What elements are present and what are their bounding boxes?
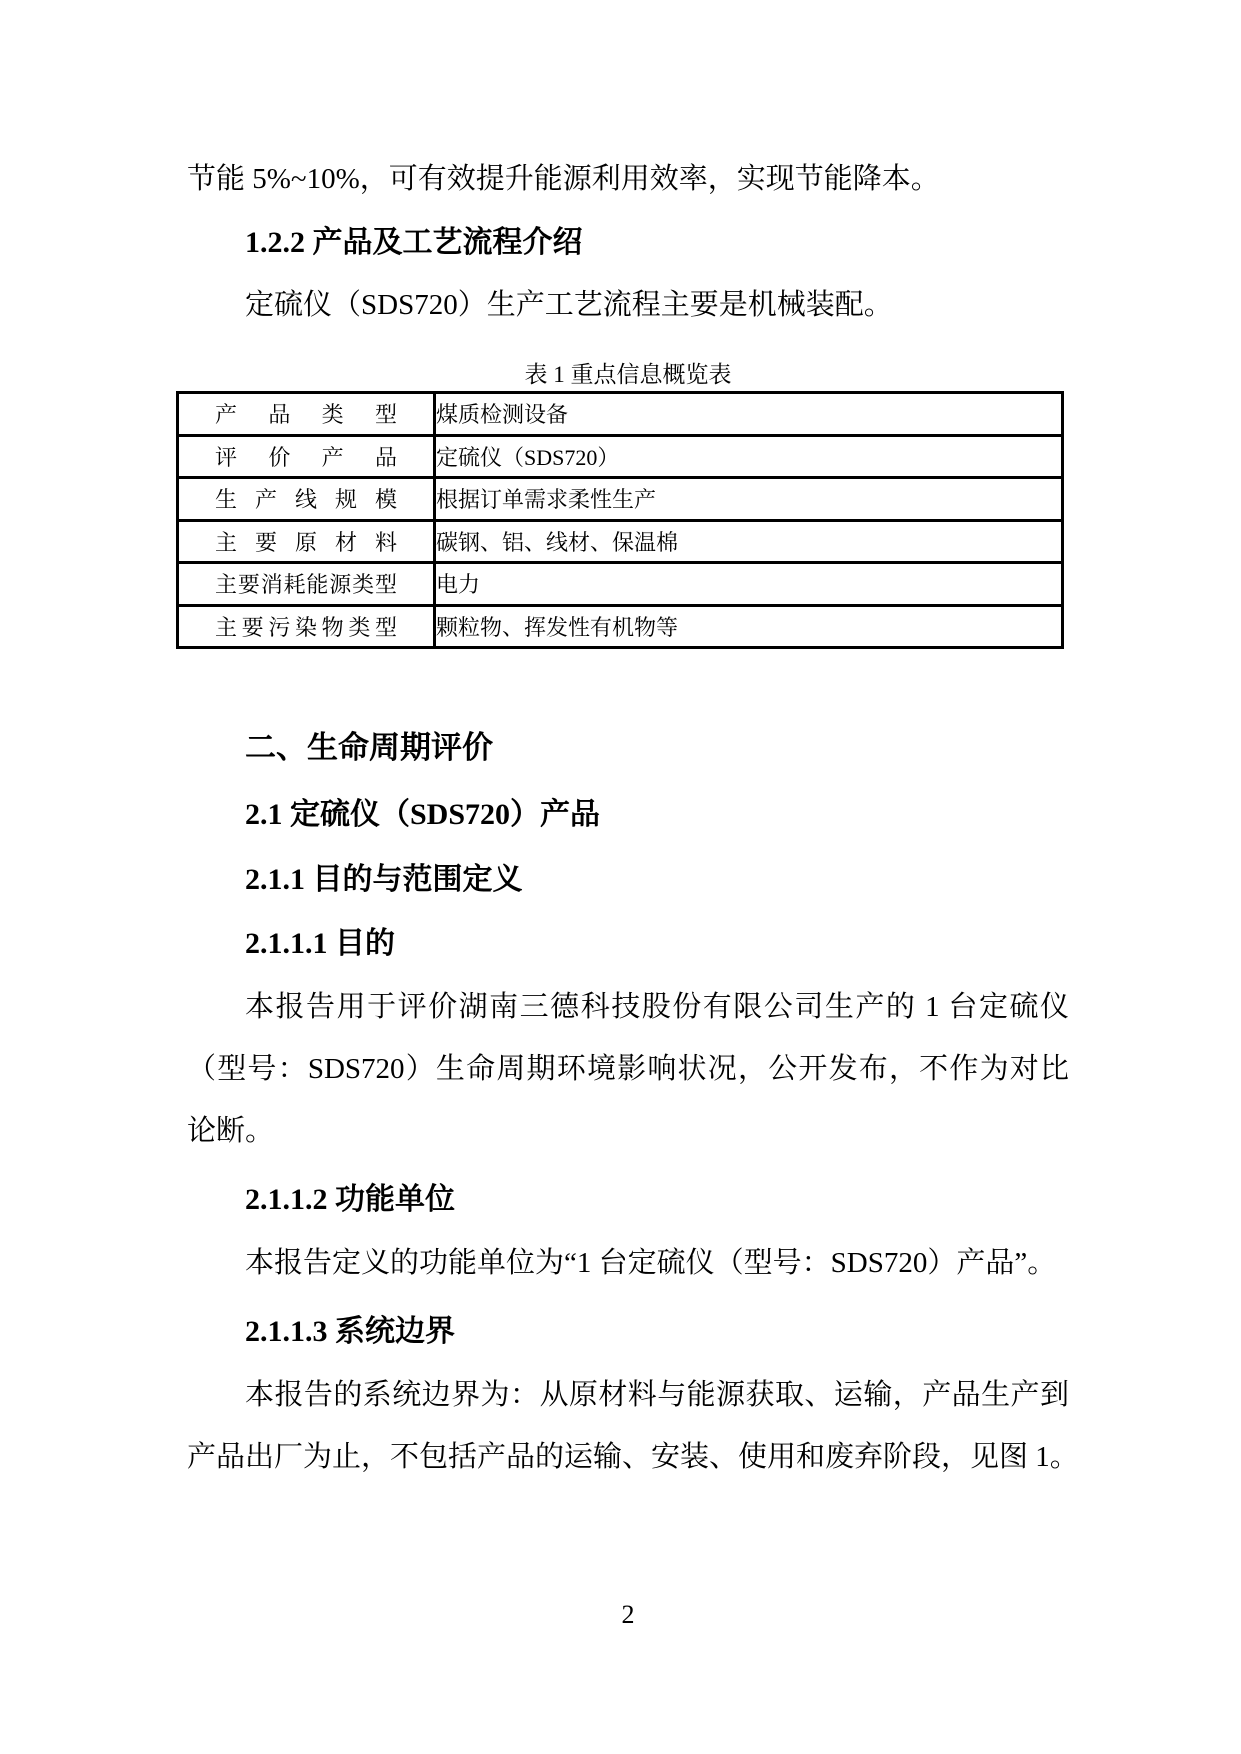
row-label: 主要污染物类型 [178,605,435,648]
table-row [178,435,1063,478]
row-label: 产品类型 [178,393,435,436]
heading-2-1-1-1: 2.1.1.1 目的 [245,927,395,960]
paragraph-process-flow: 定硫仪（SDS720）生产工艺流程主要是机械装配。 [245,289,893,321]
page-number: 2 [621,1600,635,1629]
heading-section-2: 二、生命周期评价 [245,730,493,765]
row-value: 定硫仪（SDS720） [435,435,1063,478]
table-row [178,393,1063,436]
row-label: 评价产品 [178,435,435,478]
table-row [178,605,1063,648]
intro-paragraph-continuation: 节能 5%~10%，可有效提升能源利用效率，实现节能降本。 [187,163,940,195]
row-label: 主要原材料 [178,520,435,563]
paragraph-purpose-line-3: 论断。 [187,1115,275,1147]
heading-2-1-1-2: 2.1.1.2 功能单位 [245,1183,455,1216]
heading-2-1-1-3: 2.1.1.3 系统边界 [245,1315,455,1348]
paragraph-system-boundary-line-2: 产品出厂为止，不包括产品的运输、安装、使用和废弃阶段，见图 1。 [187,1441,1079,1473]
paragraph-purpose-line-1: 本报告用于评价湖南三德科技股份有限公司生产的 1 台定硫仪 [245,991,1069,1023]
table-row [178,478,1063,521]
row-value: 电力 [435,563,1063,606]
paragraph-system-boundary-line-1: 本报告的系统边界为：从原材料与能源获取、运输，产品生产到 [245,1379,1069,1411]
row-value: 煤质检测设备 [435,393,1063,436]
info-overview-table [176,391,1064,649]
table-row [178,563,1063,606]
row-value: 根据订单需求柔性生产 [435,478,1063,521]
row-label: 生产线规模 [178,478,435,521]
table-caption: 表 1 重点信息概览表 [524,362,732,387]
row-value: 颗粒物、挥发性有机物等 [435,605,1063,648]
heading-1-2-2: 1.2.2 产品及工艺流程介绍 [245,226,583,259]
paragraph-purpose-line-2: （型号：SDS720）生命周期环境影响状况，公开发布，不作为对比 [187,1053,1069,1085]
paragraph-functional-unit: 本报告定义的功能单位为“1 台定硫仪（型号：SDS720）产品”。 [245,1247,1057,1279]
row-value: 碳钢、铝、线材、保温棉 [435,520,1063,563]
row-label: 主要消耗能源类型 [178,563,435,606]
heading-2-1: 2.1 定硫仪（SDS720）产品 [245,798,601,831]
table-row [178,520,1063,563]
heading-2-1-1: 2.1.1 目的与范围定义 [245,863,523,896]
